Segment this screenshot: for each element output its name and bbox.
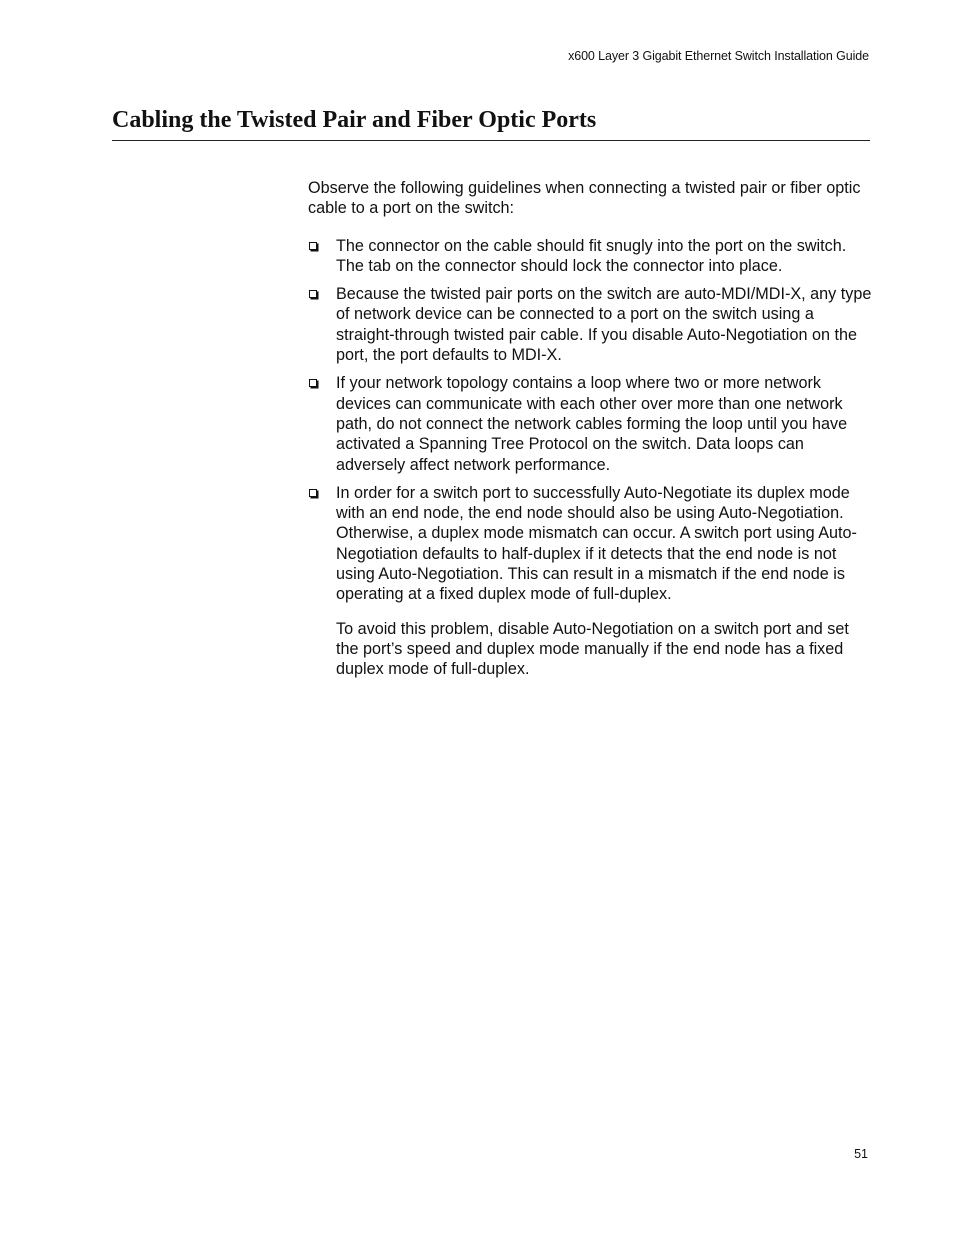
page-number: 51 bbox=[854, 1147, 868, 1161]
checkbox-bullet-icon bbox=[309, 489, 317, 497]
list-item bbox=[308, 236, 873, 277]
list-item-text: The connector on the cable should fit snugly into the port on the switch. The tab on the connector should lock the connector into place. bbox=[336, 236, 847, 275]
list-item bbox=[308, 373, 873, 474]
list-item-text: In order for a switch port to successfully Auto-Negotiate its duplex mode with an end node, the end node should also be using Auto-Negotiation. Otherwise, a duplex mode mismatch can occur. A switch port using Auto-Negotiation defaults to half-duplex if it detects that the end node is not using Auto-Negotiation. This can result in a mismatch if the end node is operating at a fixed duplex mode of full-duplex. bbox=[336, 483, 857, 604]
section-title: Cabling the Twisted Pair and Fiber Optic Ports bbox=[112, 107, 597, 133]
list-item-text: If your network topology contains a loop where two or more network devices can communicate with each other over more than one network path, do not connect the network cables forming the loop until you have activated a Spanning Tree Protocol on the switch. Data loops can adversely affect network performance. bbox=[336, 374, 848, 474]
title-rule bbox=[112, 140, 870, 141]
body-content bbox=[308, 178, 873, 688]
checkbox-bullet-icon bbox=[309, 290, 317, 298]
followup-paragraph: To avoid this problem, disable Auto-Negotiation on a switch port and set the port’s speed and duplex mode manually if the end node has a fixed duplex mode of full-duplex. bbox=[336, 619, 849, 679]
intro-paragraph: Observe the following guidelines when connecting a twisted pair or fiber optic cable to a port on the switch: bbox=[308, 179, 861, 218]
list-item bbox=[308, 284, 873, 365]
running-header: x600 Layer 3 Gigabit Ethernet Switch Installation Guide bbox=[568, 49, 869, 63]
checkbox-bullet-icon bbox=[309, 379, 317, 387]
checkbox-bullet-icon bbox=[309, 242, 317, 250]
list-item-text: Because the twisted pair ports on the switch are auto-MDI/MDI-X, any type of network device can be connected to a port on the switch using a straight-through twisted pair cable. If you disable Auto-Negotiation on the port, the port defaults to MDI-X. bbox=[336, 285, 872, 365]
list-item bbox=[308, 483, 873, 680]
guideline-list bbox=[308, 236, 873, 680]
